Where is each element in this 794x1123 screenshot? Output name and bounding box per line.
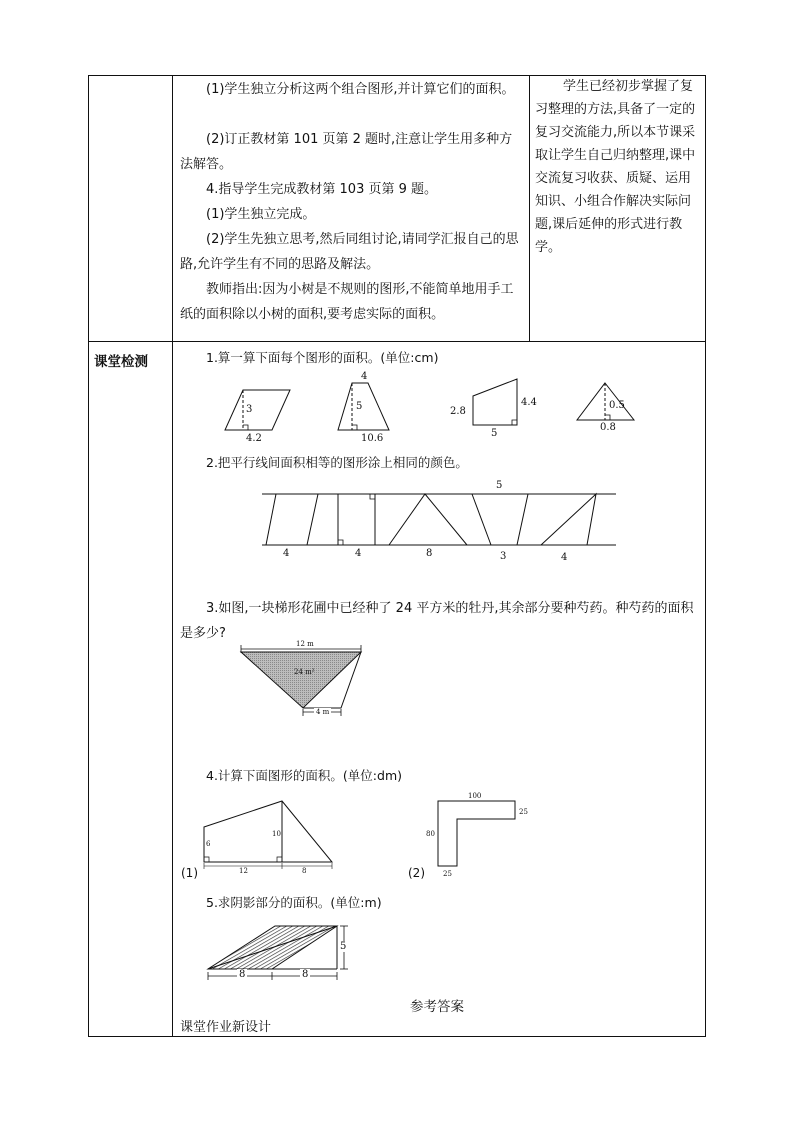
- triangle-base-label: 0.8: [600, 422, 616, 433]
- q3-bottom-label: 4 m: [316, 708, 330, 716]
- q4-fig2-right-label: 25: [519, 808, 528, 816]
- right-note: 学生已经初步掌握了复习整理的方法,具备了一定的复习交流能力,所以本节课采取让学生自己归纳整理,课中交流复习收获、质疑、运用知识、小组合作解决实际问题,课后延伸的形式进行教学。: [535, 79, 696, 255]
- trapezoid-top-label: 4: [361, 371, 368, 382]
- q4-fig2-top-label: 100: [468, 792, 482, 800]
- top-paragraph-6: 教师指出:因为小树是不规则的图形,不能简单地用手工纸的面积除以小树的面积,要考虑实际的面积。: [180, 282, 514, 322]
- q2-bottom-label-3: 8: [426, 548, 433, 559]
- q5-base2-label: 8: [302, 969, 309, 980]
- q4-text: 4.计算下面图形的面积。(单位:dm): [206, 768, 403, 783]
- answer-heading: 参考答案: [410, 999, 464, 1015]
- q4-fig2-bottom-label: 25: [443, 870, 452, 878]
- q4-fig1-right-label: 10: [272, 830, 281, 838]
- top-paragraph-3: 4.指导学生完成教材第 103 页第 9 题。: [206, 182, 438, 197]
- q2-text: 2.把平行线间面积相等的图形涂上相同的颜色。: [206, 455, 468, 470]
- parallelogram-height-label: 3: [246, 404, 253, 415]
- section-label: 课堂检测: [94, 354, 148, 370]
- q3-area-label: 24 m²: [294, 668, 315, 676]
- q1-text: 1.算一算下面每个图形的面积。(单位:cm): [206, 350, 439, 365]
- q2-bottom-label-2: 4: [355, 548, 362, 559]
- parallelogram-base-label: 4.2: [246, 433, 262, 444]
- top-paragraph-2: (2)订正教材第 101 页第 2 题时,注意让学生用多种方法解答。: [180, 132, 513, 172]
- right-trapezoid-right-label: 4.4: [521, 397, 537, 408]
- q4-fig2-marker: (2): [408, 866, 425, 880]
- top-paragraph-5: (2)学生先独立思考,然后同组讨论,请同学汇报自己的思路,允许学生有不同的思路及解法。: [180, 232, 519, 272]
- right-trapezoid-left-label: 2.8: [450, 406, 466, 417]
- q4-fig2-left-label: 80: [426, 830, 435, 838]
- triangle-height-label: 0.5: [609, 400, 625, 411]
- q4-fig1-left-label: 6: [206, 840, 211, 848]
- q5-text: 5.求阴影部分的面积。(单位:m): [206, 895, 382, 910]
- q2-top-label: 5: [496, 480, 503, 491]
- q4-fig1-marker: (1): [181, 866, 198, 880]
- q5-height-label: 5: [340, 941, 347, 952]
- trapezoid-height-label: 5: [356, 401, 363, 412]
- q4-fig1-base1-label: 12: [239, 867, 248, 875]
- top-paragraph-1: (1)学生独立分析这两个组合图形,并计算它们的面积。: [206, 82, 515, 97]
- q3-top-label: 12 m: [296, 640, 314, 648]
- q2-bottom-label-5: 4: [561, 552, 568, 563]
- trapezoid-bottom-label: 10.6: [361, 433, 384, 444]
- q4-fig1-base2-label: 8: [302, 867, 307, 875]
- q5-base1-label: 8: [239, 969, 246, 980]
- q2-bottom-label-4: 3: [500, 551, 507, 562]
- q3-text: 3.如图,一块梯形花圃中已经种了 24 平方米的牡丹,其余部分要种芍药。种芍药的面积是多少?: [180, 601, 694, 641]
- top-paragraph-4: (1)学生独立完成。: [206, 207, 316, 222]
- footer-label: 课堂作业新设计: [180, 1020, 272, 1035]
- right-trapezoid-base-label: 5: [491, 428, 498, 439]
- q2-bottom-label-1: 4: [283, 548, 290, 559]
